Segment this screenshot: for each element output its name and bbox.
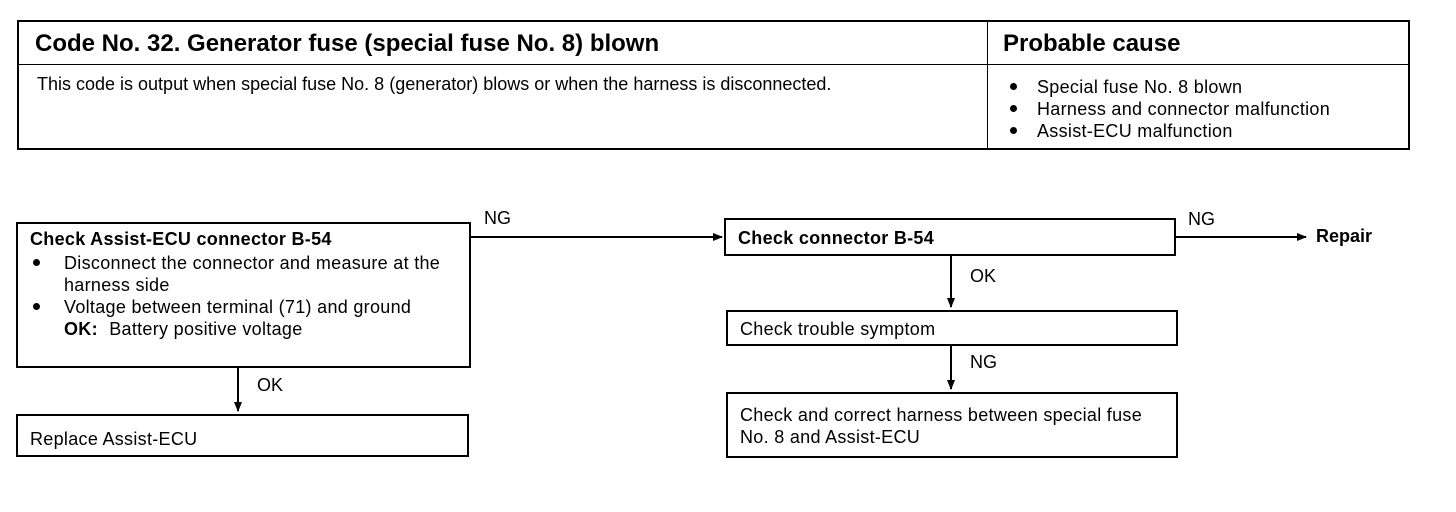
replace-ecu-box <box>16 414 469 457</box>
ng-label-3: NG <box>970 352 997 372</box>
cause-item: Special fuse No. 8 blown <box>1007 76 1330 98</box>
repair-label: Repair <box>1316 226 1373 246</box>
check-harness-box <box>726 392 1178 458</box>
ng-label-2: NG <box>1188 209 1215 229</box>
cause-item: Harness and connector malfunction <box>1007 98 1330 120</box>
check-symptom-box <box>726 310 1178 346</box>
cause-item: Assist-ECU malfunction <box>1007 120 1330 142</box>
step-item: Voltage between terminal (71) and ground <box>30 296 459 318</box>
ng-label-1: NG <box>484 208 511 228</box>
check-connector-box <box>724 218 1176 256</box>
ok-criterion-label: OK: <box>64 319 98 339</box>
ok-label-1: OK <box>257 375 284 395</box>
ok-criterion-value: Battery positive voltage <box>109 319 303 339</box>
ok-criterion <box>30 318 459 340</box>
ok-label-2: OK <box>970 266 997 286</box>
replace-ecu-text: Replace Assist-ECU <box>30 429 198 449</box>
check-symptom-text: Check trouble symptom <box>740 319 936 339</box>
check-ecu-connector-steps <box>30 252 459 318</box>
check-ecu-connector-box <box>16 222 471 368</box>
check-connector-text: Check connector B-54 <box>738 228 935 248</box>
check-harness-text: Check and correct harness between special fuse No. 8 and Assist-ECU <box>740 405 1143 447</box>
check-ecu-connector-title: Check Assist-ECU connector B-54 <box>30 229 332 249</box>
code-description: This code is output when special fuse No. 8 (generator) blows or when the harness is disconnected. <box>37 74 832 94</box>
code-title: Code No. 32. Generator fuse (special fuse No. 8) blown <box>35 30 660 57</box>
step-item: Disconnect the connector and measure at the harness side <box>30 252 459 296</box>
probable-cause-title: Probable cause <box>1003 30 1181 57</box>
